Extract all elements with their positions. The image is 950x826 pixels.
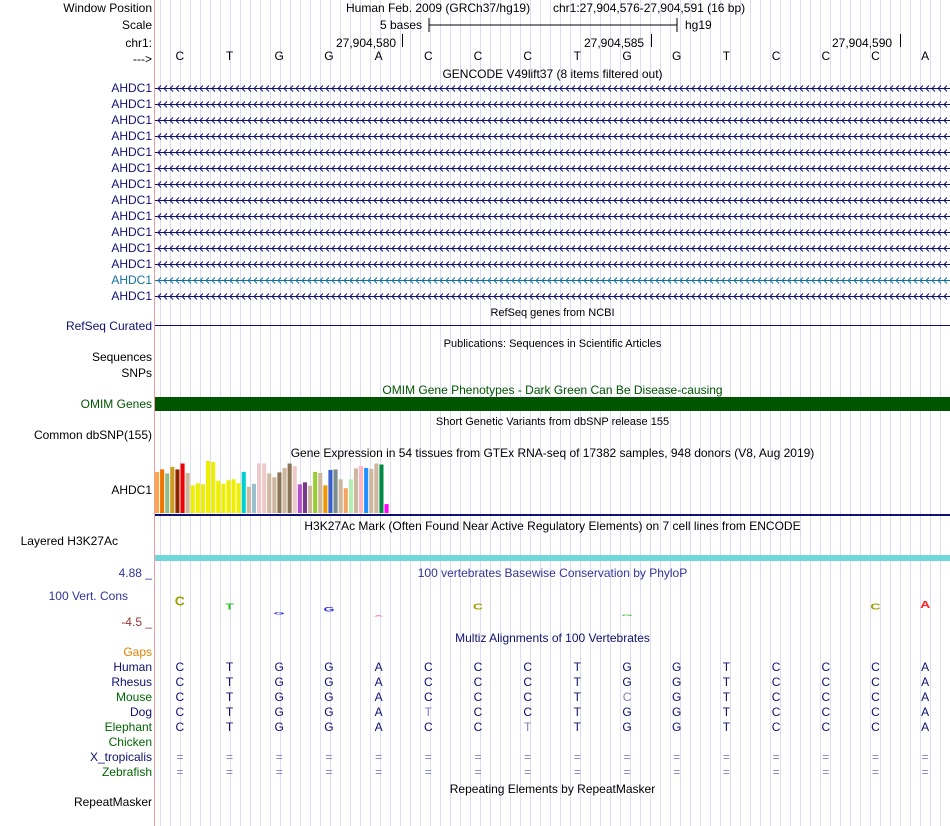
alignment-base: C <box>523 690 532 704</box>
reference-base: C <box>523 49 532 63</box>
species-label[interactable]: Human <box>113 660 152 674</box>
window-position-value: chr1:27,904,576-27,904,591 (16 bp) <box>553 1 746 15</box>
alignment-base: C <box>423 660 433 674</box>
gencode-transcript-label[interactable]: AHDC1 <box>111 81 152 95</box>
gtex-tissue-bar <box>308 486 312 513</box>
alignment-base: A <box>374 720 383 734</box>
label-omim-genes[interactable]: OMIM Genes <box>80 397 152 411</box>
phylop-conservation[interactable] <box>155 590 950 618</box>
gencode-transcript-line <box>155 134 950 140</box>
alignment-base: T <box>573 675 582 689</box>
reference-base: G <box>274 49 284 63</box>
alignment-base: C <box>473 660 483 674</box>
gtex-tissue-bar <box>242 472 246 513</box>
reference-base: C <box>871 49 880 63</box>
alignment-base: = <box>375 765 383 779</box>
alignment-base: = <box>921 750 929 764</box>
label-sequences[interactable]: Sequences <box>91 350 152 364</box>
species-label[interactable]: Zebrafish <box>101 765 152 779</box>
alignment-base: = <box>673 765 681 779</box>
gtex-tissue-bar <box>252 484 256 513</box>
alignment-base: = <box>424 750 432 764</box>
alignment-base: = <box>176 765 184 779</box>
gtex-tissue-bar <box>216 481 220 513</box>
alignment-base: = <box>176 750 184 764</box>
gtex-tissue-bar <box>267 473 271 513</box>
reference-base: C <box>771 49 781 63</box>
phylop-base-mark: C <box>870 603 881 612</box>
alignment-base: = <box>623 750 631 764</box>
reference-base: A <box>374 49 383 63</box>
gtex-tissue-bar <box>344 488 348 513</box>
gencode-transcript-label[interactable]: AHDC1 <box>111 97 152 111</box>
h3k27ac-signal[interactable] <box>155 555 950 561</box>
label-repeatmasker[interactable]: RepeatMasker <box>73 795 152 809</box>
gencode-transcript-label[interactable]: AHDC1 <box>111 289 152 303</box>
gtex-tissue-bar <box>293 466 297 513</box>
gencode-transcript-label[interactable]: AHDC1 <box>111 193 152 207</box>
alignment-base: C <box>473 705 483 719</box>
reference-base: A <box>921 49 930 63</box>
alignment-base: C <box>622 690 632 704</box>
alignment-base: A <box>921 705 930 719</box>
alignment-base: = <box>424 765 432 779</box>
label-scale: Scale <box>121 18 152 32</box>
alignment-base: A <box>921 660 930 674</box>
gtex-tissue-bar <box>232 479 236 513</box>
alignment-base: T <box>225 720 234 734</box>
alignment-base: C <box>175 690 185 704</box>
alignment-base: C <box>175 705 185 719</box>
alignment-base: A <box>374 690 383 704</box>
gtex-tissue-bar <box>303 482 307 513</box>
gencode-transcript-label[interactable]: AHDC1 <box>111 209 152 223</box>
alignment-base: C <box>871 720 880 734</box>
alignment-base: = <box>275 750 283 764</box>
alignment-base: A <box>921 675 930 689</box>
reference-base: T <box>225 49 234 63</box>
gencode-transcript-line <box>155 102 950 108</box>
ruler-tick-label-1: 27,904,580 <box>336 36 397 50</box>
gtex-tissue-bar <box>385 504 389 513</box>
alignment-base: C <box>771 675 781 689</box>
gencode-transcript-label[interactable]: AHDC1 <box>111 177 152 191</box>
alignment-base: G <box>672 720 682 734</box>
species-label[interactable]: Elephant <box>104 720 152 734</box>
gtex-tissue-bar <box>328 470 332 513</box>
alignment-base: T <box>573 720 582 734</box>
reference-base: G <box>622 49 632 63</box>
gencode-transcript-label[interactable]: AHDC1 <box>111 129 152 143</box>
gtex-tissue-bar <box>283 468 287 513</box>
reference-base: C <box>473 49 483 63</box>
alignment-base: = <box>921 765 929 779</box>
alignment-base: = <box>871 765 879 779</box>
alignment-base: G <box>622 675 632 689</box>
alignment-base: C <box>871 705 880 719</box>
alignment-base: = <box>325 750 333 764</box>
multiz-track-title: Multiz Alignments of 100 Vertebrates <box>455 631 650 645</box>
reference-base: C <box>821 49 831 63</box>
alignment-base: T <box>722 690 731 704</box>
alignment-base: C <box>423 690 433 704</box>
alignment-base: C <box>523 705 532 719</box>
ruler-tick-3 <box>900 34 901 47</box>
label-cons-min: -4.5 _ <box>121 615 152 629</box>
alignment-base: G <box>324 675 334 689</box>
alignment-base: G <box>622 660 632 674</box>
species-label[interactable]: Chicken <box>108 735 152 749</box>
gtex-tissue-bar <box>201 484 205 513</box>
alignment-base: C <box>771 720 781 734</box>
gencode-transcripts[interactable] <box>155 80 950 304</box>
phylop-base-mark: T <box>225 603 234 612</box>
gtex-tissue-bar <box>237 483 241 513</box>
ruler-tick-label-2: 27,904,585 <box>584 36 645 50</box>
gencode-transcript-line <box>155 246 950 252</box>
gtex-tissue-bar <box>181 464 185 514</box>
gencode-transcript-line <box>155 150 950 156</box>
label-layered-h3k27ac[interactable]: Layered H3K27Ac <box>20 534 118 548</box>
alignment-base: G <box>274 690 284 704</box>
alignment-base: C <box>871 690 880 704</box>
alignment-base: C <box>523 660 532 674</box>
alignment-base: G <box>274 705 284 719</box>
alignment-base: T <box>722 705 731 719</box>
alignment-base: = <box>673 750 681 764</box>
gtex-tissue-bar <box>262 464 266 514</box>
alignment-base: C <box>821 660 831 674</box>
ruler-tick-label-3: 27,904,590 <box>832 36 893 50</box>
alignment-base: C <box>175 660 185 674</box>
gtex-tissue-bar <box>175 469 179 513</box>
gtex-tissue-bar <box>160 469 164 513</box>
alignment-base: C <box>473 720 483 734</box>
alignment-base: A <box>374 660 383 674</box>
alignment-base: = <box>226 750 234 764</box>
gtex-tissue-bar <box>165 473 169 513</box>
scale-db: hg19 <box>685 18 712 32</box>
alignment-base: G <box>324 705 334 719</box>
gtex-tissue-bar <box>318 473 322 513</box>
alignment-base: A <box>374 675 383 689</box>
alignment-base: C <box>423 675 433 689</box>
gencode-transcript-line <box>155 262 950 268</box>
phylop-base-mark: C <box>174 594 185 609</box>
gtex-tissue-bar <box>359 466 363 513</box>
alignment-base: A <box>921 690 930 704</box>
gtex-tissue-bar <box>191 485 195 513</box>
alignment-base: C <box>175 675 185 689</box>
alignment-base: = <box>275 765 283 779</box>
gtex-tissue-bar <box>155 472 159 513</box>
ruler-tick-1 <box>402 34 403 47</box>
alignment-base: G <box>274 675 284 689</box>
label-gtex-gene[interactable]: AHDC1 <box>111 483 152 497</box>
alignment-base: T <box>573 690 582 704</box>
gtex-tissue-bar <box>349 479 353 513</box>
gtex-tissue-bar <box>369 469 373 513</box>
gencode-transcript-label[interactable]: AHDC1 <box>111 145 152 159</box>
alignment-base: T <box>573 705 582 719</box>
alignment-base: T <box>722 675 731 689</box>
refseq-track-title: RefSeq genes from NCBI <box>490 307 615 319</box>
phylop-base-mark: A <box>373 615 384 618</box>
gencode-transcript-line <box>155 86 950 92</box>
gtex-tissue-bar <box>288 464 292 514</box>
scale-bar <box>428 17 680 33</box>
gtex-tissue-bar <box>170 467 174 513</box>
gtex-tissue-bar <box>354 468 358 513</box>
label-chr: chr1: <box>125 36 152 50</box>
gtex-tissue-bar <box>374 464 378 514</box>
gencode-transcript-label[interactable]: AHDC1 <box>111 257 152 271</box>
alignment-base: G <box>274 720 284 734</box>
phylop-base-mark: G <box>323 606 335 614</box>
alignment-base: A <box>921 720 930 734</box>
reference-base: T <box>573 49 582 63</box>
gencode-track-title: GENCODE V49lift37 (8 items filtered out) <box>442 67 663 81</box>
gtex-tissue-bar <box>379 465 383 514</box>
alignment-base: T <box>573 660 582 674</box>
alignment-base: G <box>672 690 682 704</box>
gencode-transcript-line <box>155 278 950 284</box>
alignment-base: C <box>821 720 831 734</box>
alignment-base: = <box>573 765 581 779</box>
alignment-base: = <box>226 765 234 779</box>
gtex-tissue-bar <box>221 484 225 513</box>
reference-base: C <box>423 49 433 63</box>
alignment-base: = <box>325 765 333 779</box>
alignment-base: G <box>672 705 682 719</box>
alignment-base: T <box>722 720 731 734</box>
alignment-base: = <box>871 750 879 764</box>
alignment-base: G <box>274 660 284 674</box>
gencode-transcript-line <box>155 214 950 220</box>
alignment-base: G <box>622 720 632 734</box>
gencode-transcript-line <box>155 166 950 172</box>
gencode-transcript-label[interactable]: AHDC1 <box>111 273 152 287</box>
gtex-tissue-bar <box>334 469 338 513</box>
publications-track-title: Publications: Sequences in Scientific Articles <box>443 338 662 350</box>
alignment-base: = <box>772 750 780 764</box>
gtex-tissue-bar <box>277 472 281 513</box>
alignment-base: G <box>672 675 682 689</box>
alignment-base: G <box>324 660 334 674</box>
alignment-base: C <box>871 675 880 689</box>
phylop-base-mark: G <box>621 614 633 617</box>
alignment-base: T <box>523 720 532 734</box>
alignment-base: C <box>771 660 781 674</box>
gtex-tissue-bar <box>186 473 190 513</box>
alignment-base: C <box>821 690 831 704</box>
omim-track-title: OMIM Gene Phenotypes - Dark Green Can Be Disease-causing <box>382 383 723 397</box>
gtex-tissue-bar <box>298 484 302 513</box>
gtex-tissue-bar <box>257 464 261 514</box>
gencode-transcript-label[interactable]: AHDC1 <box>111 113 152 127</box>
scale-bases: 5 bases <box>380 18 423 32</box>
alignment-base: G <box>672 660 682 674</box>
alignment-base: T <box>225 675 234 689</box>
gencode-transcript-line <box>155 118 950 124</box>
alignment-base: C <box>175 720 185 734</box>
alignment-base: = <box>772 765 780 779</box>
label-common-dbsnp[interactable]: Common dbSNP(155) <box>33 428 152 442</box>
alignment-base: C <box>771 690 781 704</box>
gtex-tissue-bar <box>226 480 230 513</box>
alignment-base: C <box>473 675 483 689</box>
gtex-tissue-bar <box>206 461 210 513</box>
alignment-base: C <box>821 705 831 719</box>
alignment-base: C <box>871 660 880 674</box>
species-label[interactable]: Dog <box>129 705 152 719</box>
alignment-base: = <box>573 750 581 764</box>
gtex-tissue-bar <box>247 487 251 513</box>
species-label[interactable]: X_tropicalis <box>89 750 152 764</box>
alignment-base: = <box>524 750 532 764</box>
gencode-transcript-line <box>155 182 950 188</box>
reference-base: G <box>672 49 682 63</box>
alignment-base: C <box>821 675 831 689</box>
alignment-base: C <box>473 690 483 704</box>
species-label[interactable]: Rhesus <box>111 675 152 689</box>
ruler-tick-2 <box>651 34 652 47</box>
label-gaps: Gaps <box>123 645 152 659</box>
gtex-tissue-bar <box>364 468 368 513</box>
gencode-transcript-label[interactable]: AHDC1 <box>111 241 152 255</box>
alignment-base: = <box>524 765 532 779</box>
alignment-base: = <box>822 750 830 764</box>
gencode-transcript-label[interactable]: AHDC1 <box>111 225 152 239</box>
alignment-base: G <box>324 720 334 734</box>
reference-base: G <box>324 49 334 63</box>
alignment-base: = <box>375 750 383 764</box>
phylop-track-title: 100 vertebrates Basewise Conservation by PhyloP <box>417 566 688 580</box>
gtex-tissue-bar <box>272 477 276 513</box>
gtex-tissue-bar <box>211 462 215 513</box>
alignment-base: G <box>324 690 334 704</box>
alignment-base: = <box>474 765 482 779</box>
dbsnp-track-title: Short Genetic Variants from dbSNP release 155 <box>435 416 670 428</box>
label-100-vert-cons[interactable]: 100 Vert. Cons <box>48 589 128 603</box>
gtex-tissue-bar <box>196 483 200 513</box>
alignment-base: C <box>423 720 433 734</box>
label-window-position: Window Position <box>63 1 152 15</box>
phylop-base-mark: A <box>920 599 931 611</box>
alignment-base: T <box>225 705 234 719</box>
alignment-base: = <box>474 750 482 764</box>
gtex-tissue-bar <box>323 485 327 513</box>
alignment-base: = <box>722 750 730 764</box>
alignment-base: T <box>424 705 432 719</box>
label-snps[interactable]: SNPs <box>121 366 152 380</box>
gencode-transcript-line <box>155 294 950 300</box>
alignment-base: C <box>523 675 532 689</box>
gencode-transcript-line <box>155 230 950 236</box>
gencode-transcript-line <box>155 198 950 204</box>
alignment-base: C <box>771 705 781 719</box>
gtex-track-title: Gene Expression in 54 tissues from GTEx RNA-seq of 17382 samples, 948 donors (V8, Aug 2019) <box>290 446 815 460</box>
species-label[interactable]: Mouse <box>115 690 152 704</box>
alignment-base: T <box>722 660 731 674</box>
gtex-tissue-bar <box>313 472 317 513</box>
alignment-base: = <box>822 765 830 779</box>
alignment-base: G <box>622 705 632 719</box>
alignment-base: A <box>374 705 383 719</box>
phylop-base-mark: C <box>472 603 484 612</box>
phylop-base-mark: G <box>273 611 285 616</box>
alignment-base: = <box>623 765 631 779</box>
alignment-base: T <box>225 690 234 704</box>
gtex-expression-chart[interactable] <box>155 460 950 517</box>
omim-gene-bar[interactable] <box>155 397 950 411</box>
assembly-title: Human Feb. 2009 (GRCh37/hg19) <box>346 1 531 15</box>
repeatmasker-track-title: Repeating Elements by RepeatMasker <box>449 782 656 796</box>
reference-base: C <box>175 49 185 63</box>
label-refseq-curated[interactable]: RefSeq Curated <box>65 319 152 333</box>
label-strand-arrow: ---> <box>133 52 152 66</box>
refseq-transcript-line[interactable] <box>155 325 950 326</box>
alignment-base: T <box>225 660 234 674</box>
h3k27ac-track-title: H3K27Ac Mark (Often Found Near Active Regulatory Elements) on 7 cell lines from ENCODE <box>304 519 801 533</box>
label-cons-max: 4.88 _ <box>118 566 152 580</box>
reference-base: T <box>722 49 731 63</box>
gtex-tissue-bar <box>339 479 343 513</box>
alignment-base: = <box>722 765 730 779</box>
gencode-transcript-label[interactable]: AHDC1 <box>111 161 152 175</box>
